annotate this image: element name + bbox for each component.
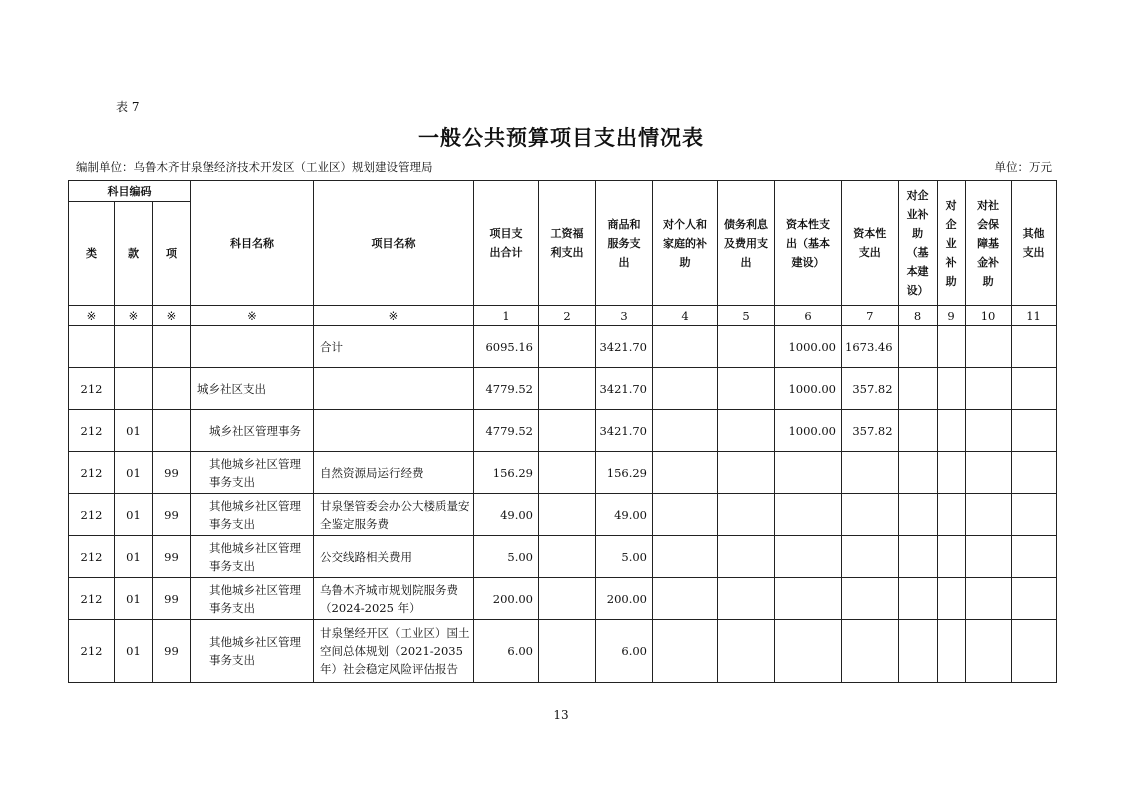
other-cell (1011, 620, 1056, 683)
lei-cell: 212 (69, 452, 115, 494)
table-row (69, 578, 1057, 620)
total-cell: 6095.16 (474, 326, 539, 368)
personal-cell (653, 326, 718, 368)
wage-cell (539, 410, 596, 452)
social-security-header: 对社会保障基金补助 (965, 181, 1011, 306)
goods-cell: 6.00 (596, 620, 653, 683)
other-cell (1011, 410, 1056, 452)
enterprise-cell (937, 536, 965, 578)
wage-cell (539, 494, 596, 536)
column-index-cell: 2 (539, 306, 596, 326)
debt-cell (718, 494, 775, 536)
personal-cell (653, 620, 718, 683)
lei-cell: 212 (69, 620, 115, 683)
kuan-cell (115, 326, 153, 368)
column-index-cell: ※ (191, 306, 314, 326)
project-name-cell: 乌鲁木齐城市规划院服务费（2024-2025 年） (314, 578, 474, 620)
wage-cell (539, 452, 596, 494)
debt-cell (718, 326, 775, 368)
project-name-cell (314, 410, 474, 452)
table-row (69, 494, 1057, 536)
capital-build-cell (775, 578, 842, 620)
other-cell (1011, 452, 1056, 494)
wage-cell (539, 578, 596, 620)
personal-cell (653, 494, 718, 536)
table-row (69, 620, 1057, 683)
column-index-cell: 10 (965, 306, 1011, 326)
social-security-cell (965, 410, 1011, 452)
goods-cell: 3421.70 (596, 326, 653, 368)
goods-cell: 3421.70 (596, 368, 653, 410)
column-index-cell: 7 (842, 306, 899, 326)
project-name-cell: 公交线路相关费用 (314, 536, 474, 578)
capital-header: 资本性支出 (842, 181, 899, 306)
project-name-cell (314, 368, 474, 410)
enterprise-cell (937, 368, 965, 410)
subject-name-cell: 其他城乡社区管理事务支出 (191, 620, 314, 683)
column-index-cell: ※ (69, 306, 115, 326)
enterprise-build-cell (898, 494, 937, 536)
capital-cell (842, 620, 899, 683)
capital-build-cell: 1000.00 (775, 326, 842, 368)
kuan-cell: 01 (115, 536, 153, 578)
wage-cell (539, 620, 596, 683)
wage-header: 工资福利支出 (539, 181, 596, 306)
enterprise-build-cell (898, 578, 937, 620)
subject-name-cell: 其他城乡社区管理事务支出 (191, 494, 314, 536)
personal-header: 对个人和家庭的补助 (653, 181, 718, 306)
enterprise-build-cell (898, 326, 937, 368)
enterprise-build-cell (898, 536, 937, 578)
goods-cell: 49.00 (596, 494, 653, 536)
xiang-header: 项 (153, 202, 191, 306)
table-row (69, 326, 1057, 368)
enterprise-build-cell (898, 452, 937, 494)
page-number: 13 (553, 708, 569, 722)
total-cell: 156.29 (474, 452, 539, 494)
xiang-cell: 99 (153, 620, 191, 683)
enterprise-cell (937, 620, 965, 683)
wage-cell (539, 368, 596, 410)
other-cell (1011, 494, 1056, 536)
project-name-cell: 合计 (314, 326, 474, 368)
column-index-cell: 1 (474, 306, 539, 326)
goods-cell: 200.00 (596, 578, 653, 620)
other-header: 其他支出 (1011, 181, 1056, 306)
capital-build-cell (775, 620, 842, 683)
xiang-cell: 99 (153, 494, 191, 536)
lei-header: 类 (69, 202, 115, 306)
personal-cell (653, 410, 718, 452)
xiang-cell (153, 410, 191, 452)
project-name-cell: 甘泉堡经开区（工业区）国土空间总体规划（2021-2035 年）社会稳定风险评估报告 (314, 620, 474, 683)
capital-build-cell (775, 494, 842, 536)
xiang-cell: 99 (153, 452, 191, 494)
column-index-cell: 4 (653, 306, 718, 326)
capital-build-header: 资本性支出（基本建设） (775, 181, 842, 306)
expenditure-table (68, 180, 1057, 683)
total-cell: 49.00 (474, 494, 539, 536)
debt-cell (718, 410, 775, 452)
capital-cell: 357.82 (842, 410, 899, 452)
lei-cell: 212 (69, 494, 115, 536)
social-security-cell (965, 536, 1011, 578)
subject-name-cell: 其他城乡社区管理事务支出 (191, 578, 314, 620)
capital-build-cell: 1000.00 (775, 368, 842, 410)
enterprise-header: 对企业补助 (937, 181, 965, 306)
subject-name-cell: 其他城乡社区管理事务支出 (191, 452, 314, 494)
personal-cell (653, 368, 718, 410)
column-index-cell: ※ (153, 306, 191, 326)
debt-cell (718, 620, 775, 683)
column-index-cell: 5 (718, 306, 775, 326)
capital-cell (842, 494, 899, 536)
total-cell: 4779.52 (474, 410, 539, 452)
other-cell (1011, 536, 1056, 578)
lei-cell: 212 (69, 410, 115, 452)
code-group-header: 科目编码 (69, 181, 191, 202)
project-name-cell: 甘泉堡管委会办公大楼质量安全鉴定服务费 (314, 494, 474, 536)
debt-cell (718, 368, 775, 410)
lei-cell: 212 (69, 578, 115, 620)
kuan-header: 款 (115, 202, 153, 306)
debt-cell (718, 578, 775, 620)
subject-name-cell: 城乡社区管理事务 (191, 410, 314, 452)
subject-name-cell: 其他城乡社区管理事务支出 (191, 536, 314, 578)
wage-cell (539, 326, 596, 368)
wage-cell (539, 536, 596, 578)
column-index-cell: ※ (314, 306, 474, 326)
table-row (69, 368, 1057, 410)
kuan-cell: 01 (115, 410, 153, 452)
kuan-cell (115, 368, 153, 410)
xiang-cell (153, 326, 191, 368)
enterprise-cell (937, 578, 965, 620)
debt-header: 债务利息及费用支出 (718, 181, 775, 306)
table-row (69, 452, 1057, 494)
subject-name-cell (191, 326, 314, 368)
social-security-cell (965, 452, 1011, 494)
capital-cell: 357.82 (842, 368, 899, 410)
column-index-cell: 3 (596, 306, 653, 326)
subject-name-header: 科目名称 (191, 181, 314, 306)
kuan-cell: 01 (115, 452, 153, 494)
total-cell: 200.00 (474, 578, 539, 620)
kuan-cell: 01 (115, 578, 153, 620)
capital-build-cell (775, 536, 842, 578)
organization-label: 编制单位：乌鲁木齐甘泉堡经济技术开发区（工业区）规划建设管理局 (76, 160, 433, 174)
total-cell: 6.00 (474, 620, 539, 683)
goods-cell: 3421.70 (596, 410, 653, 452)
column-index-cell: 6 (775, 306, 842, 326)
capital-cell (842, 536, 899, 578)
goods-cell: 5.00 (596, 536, 653, 578)
personal-cell (653, 452, 718, 494)
xiang-cell: 99 (153, 578, 191, 620)
enterprise-build-header: 对企业补助（基本建设） (898, 181, 937, 306)
lei-cell: 212 (69, 368, 115, 410)
subject-name-cell: 城乡社区支出 (191, 368, 314, 410)
column-index-cell: ※ (115, 306, 153, 326)
debt-cell (718, 452, 775, 494)
xiang-cell: 99 (153, 536, 191, 578)
unit-label: 单位：万元 (994, 160, 1052, 174)
enterprise-build-cell (898, 620, 937, 683)
lei-cell (69, 326, 115, 368)
capital-cell (842, 578, 899, 620)
goods-cell: 156.29 (596, 452, 653, 494)
personal-cell (653, 536, 718, 578)
project-name-cell: 自然资源局运行经费 (314, 452, 474, 494)
enterprise-cell (937, 326, 965, 368)
xiang-cell (153, 368, 191, 410)
total-header: 项目支出合计 (474, 181, 539, 306)
header-row-1 (69, 181, 1057, 202)
table-row (69, 536, 1057, 578)
total-cell: 4779.52 (474, 368, 539, 410)
debt-cell (718, 536, 775, 578)
social-security-cell (965, 494, 1011, 536)
kuan-cell: 01 (115, 620, 153, 683)
social-security-cell (965, 326, 1011, 368)
column-index-cell: 9 (937, 306, 965, 326)
enterprise-build-cell (898, 410, 937, 452)
capital-build-cell: 1000.00 (775, 410, 842, 452)
other-cell (1011, 578, 1056, 620)
social-security-cell (965, 620, 1011, 683)
enterprise-build-cell (898, 368, 937, 410)
page-title: 一般公共预算项目支出情况表 (418, 126, 704, 150)
column-index-cell: 11 (1011, 306, 1056, 326)
table-row (69, 410, 1057, 452)
personal-cell (653, 578, 718, 620)
total-cell: 5.00 (474, 536, 539, 578)
project-name-header: 项目名称 (314, 181, 474, 306)
column-index-row (69, 306, 1057, 326)
enterprise-cell (937, 410, 965, 452)
capital-cell: 1673.46 (842, 326, 899, 368)
goods-header: 商品和服务支出 (596, 181, 653, 306)
other-cell (1011, 326, 1056, 368)
other-cell (1011, 368, 1056, 410)
lei-cell: 212 (69, 536, 115, 578)
enterprise-cell (937, 494, 965, 536)
capital-cell (842, 452, 899, 494)
kuan-cell: 01 (115, 494, 153, 536)
social-security-cell (965, 368, 1011, 410)
column-index-cell: 8 (898, 306, 937, 326)
enterprise-cell (937, 452, 965, 494)
social-security-cell (965, 578, 1011, 620)
table-number: 表 7 (116, 100, 140, 114)
capital-build-cell (775, 452, 842, 494)
